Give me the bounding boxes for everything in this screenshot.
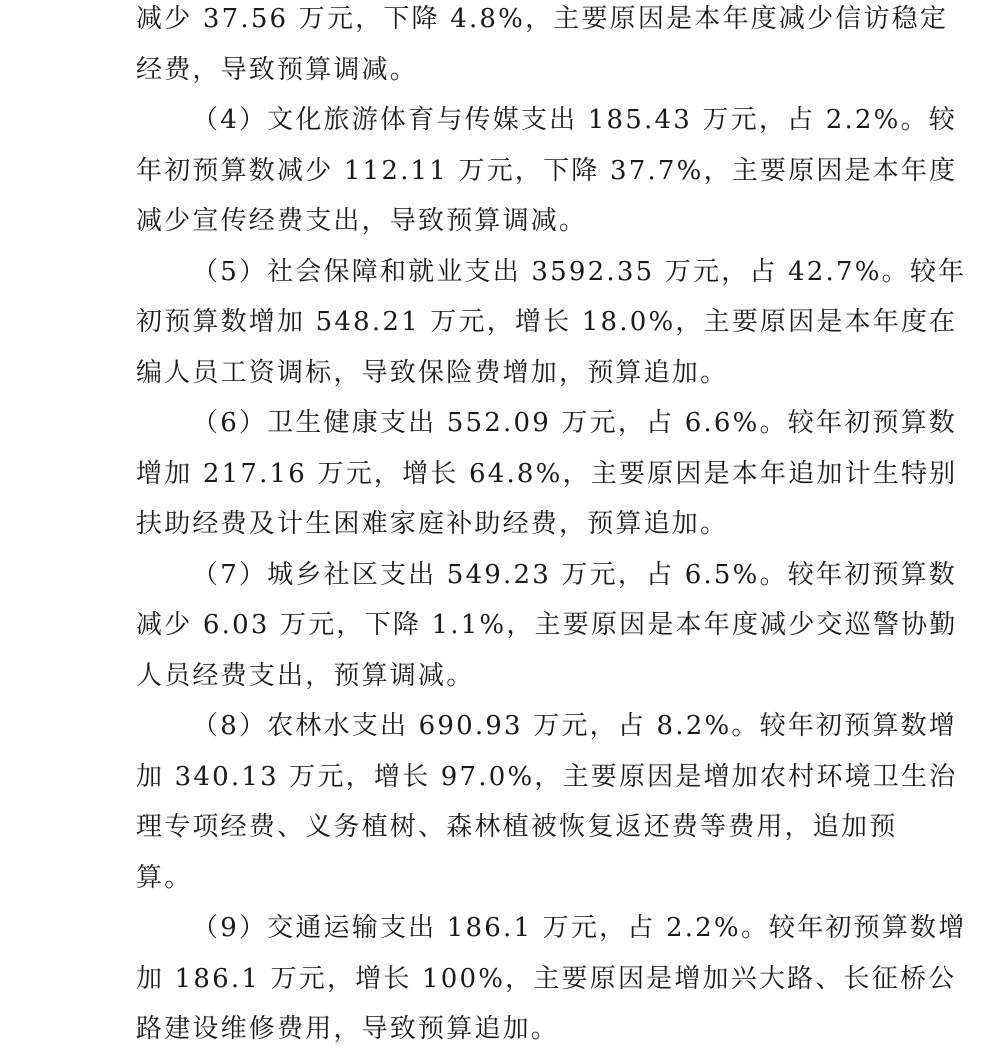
text-line: 初预算数增加 548.21 万元，增长 18.0%，主要原因是本年度在	[136, 307, 958, 337]
text-line: 加 186.1 万元，增长 100%，主要原因是增加兴大路、长征桥公	[136, 964, 957, 994]
text-line: 减少 6.03 万元，下降 1.1%，主要原因是本年度减少交巡警协勤	[136, 610, 958, 640]
text-line: 人员经费支出，预算调减。	[136, 661, 475, 691]
text-line: 理专项经费、义务植树、森林植被恢复返还费等费用，追加预	[136, 812, 898, 842]
paragraph-start-line: （8）农林水支出 690.93 万元，占 8.2%。较年初预算数增	[192, 711, 957, 741]
text-line: 加 340.13 万元，增长 97.0%，主要原因是增加农村环境卫生治	[136, 762, 958, 792]
paragraph-start-line: （9）交通运输支出 186.1 万元，占 2.2%。较年初预算数增	[192, 913, 967, 943]
text-line: 减少 37.56 万元，下降 4.8%，主要原因是本年度减少信访稳定	[136, 4, 949, 34]
text-line: 扶助经费及计生困难家庭补助经费，预算追加。	[136, 509, 729, 539]
text-line: 年初预算数减少 112.11 万元，下降 37.7%，主要原因是本年度	[136, 156, 958, 186]
text-line: 算。	[136, 863, 193, 893]
text-line: 增加 217.16 万元，增长 64.8%，主要原因是本年追加计生特别	[136, 459, 958, 489]
text-line: 减少宣传经费支出，导致预算调减。	[136, 206, 588, 236]
text-line: 路建设维修费用，导致预算追加。	[136, 1014, 560, 1044]
paragraph-start-line: （6）卫生健康支出 552.09 万元，占 6.6%。较年初预算数	[192, 408, 957, 438]
paragraph-start-line: （5）社会保障和就业支出 3592.35 万元，占 42.7%。较年	[192, 257, 967, 287]
text-line: 经费，导致预算调减。	[136, 55, 419, 85]
paragraph-start-line: （7）城乡社区支出 549.23 万元，占 6.5%。较年初预算数	[192, 560, 957, 590]
text-line: 编人员工资调标，导致保险费增加，预算追加。	[136, 358, 729, 388]
paragraph-start-line: （4）文化旅游体育与传媒支出 185.43 万元，占 2.2%。较	[192, 105, 957, 135]
